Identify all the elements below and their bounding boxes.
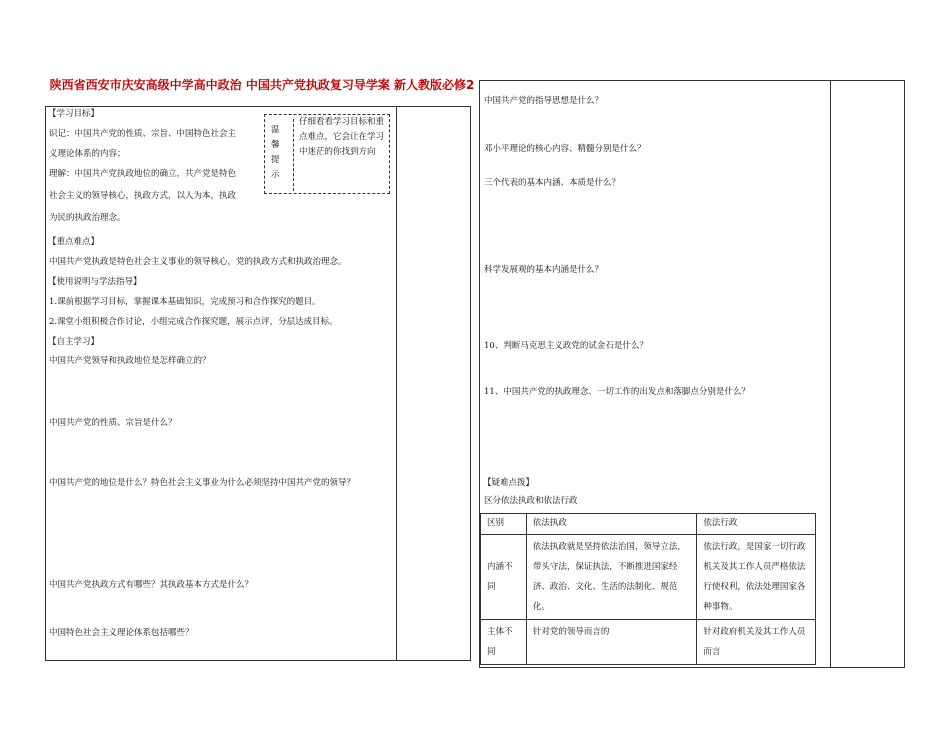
- question-9: 科学发展观的基本内涵是什么？: [484, 265, 604, 275]
- table-cell: 针对党的领导而言的: [526, 620, 696, 665]
- question-10: 10、判断马克思主义政党的试金石是什么？: [484, 341, 648, 351]
- goal-header: 【学习目标】: [48, 109, 100, 119]
- table-cell: 依法行政，是国家一切行政机关及其工作人员严格依法行使权利，依法处理国家各种事物。: [697, 535, 816, 620]
- question-11: 11、中国共产党的执政理念、一切工作的出发点和落脚点分别是什么？: [484, 387, 750, 397]
- doubt-subtitle: 区分依法执政和依法行政: [484, 496, 578, 506]
- goal-line-4: 社会主义的领导核心，执政方式，以人为本，执政: [49, 191, 237, 201]
- usage-header: 【使用说明与学法指导】: [48, 277, 142, 287]
- page-title: 陕西省西安市庆安高级中学高中政治 中国共产党执政复习导学案 新人教版必修2: [49, 78, 475, 92]
- question-7: 邓小平理论的核心内容、精髓分别是什么？: [484, 144, 646, 154]
- tip-divider: [293, 119, 294, 191]
- tip-side-label: 温馨提示: [271, 125, 280, 180]
- comparison-table: [480, 513, 816, 665]
- goal-line-1: 识记：中国共产党的性质、宗旨、中国特色社会主: [49, 129, 237, 139]
- tip-text: 仔细看看学习目标和重点难点，它会让在学习中迷茫的你找到方向: [299, 117, 385, 157]
- question-5: 中国特色社会主义理论体系包括哪些？: [49, 628, 194, 638]
- table-header-cell: 依法行政: [697, 514, 816, 535]
- question-6: 中国共产党的指导思想是什么？: [484, 96, 604, 106]
- goal-line-3: 理解：中国共产党执政地位的确立，共产党是特色: [49, 169, 237, 179]
- right-panel-divider: [830, 80, 831, 668]
- usage-item-2: 2.课堂小组积极合作讨论，小组完成合作探究题，展示点评，分层达成目标。: [49, 317, 338, 327]
- question-4: 中国共产党执政方式有哪些？其执政基本方式是什么？: [49, 580, 254, 590]
- table-cell: 针对政府机关及其工作人员而言: [697, 620, 816, 665]
- table-header-cell: 依法执政: [526, 514, 696, 535]
- question-3: 中国共产党的地位是什么？特色社会主义事业为什么必须坚持中国共产党的领导？: [49, 478, 356, 488]
- key-header: 【重点难点】: [48, 237, 100, 247]
- question-2: 中国共产党的性质、宗旨是什么？: [49, 418, 177, 428]
- goal-line-5: 为民的执政治理念。: [49, 213, 126, 223]
- table-row: [481, 620, 816, 665]
- key-text: 中国共产党执政是特色社会主义事业的领导核心，党的执政方式和执政治理念。: [49, 257, 347, 267]
- goal-line-2: 义理论体系的内容；: [49, 149, 126, 159]
- question-8: 三个代表的基本内涵、本质是什么？: [484, 178, 621, 188]
- doubt-header: 【疑难点拨】: [483, 478, 535, 488]
- left-panel-divider: [396, 106, 397, 661]
- table-cell: 主体不同: [481, 620, 527, 665]
- table-cell: 依法执政就是坚持依法治国，领导立法，带头守法，保证执法，不断推进国家经济、政治、文化、生活的法制化、规范化。: [526, 535, 696, 620]
- question-1: 中国共产党领导和执政地位是怎样确立的？: [49, 356, 211, 366]
- table-row: [481, 514, 816, 535]
- tip-box: [264, 114, 390, 194]
- table-row: [481, 535, 816, 620]
- table-header-cell: 区别: [481, 514, 527, 535]
- table-cell: 内涵不同: [481, 535, 527, 620]
- self-study-header: 【自主学习】: [48, 337, 100, 347]
- usage-item-1: 1.课前根据学习目标，掌握课本基础知识，完成预习和合作探究的题目。: [49, 297, 321, 307]
